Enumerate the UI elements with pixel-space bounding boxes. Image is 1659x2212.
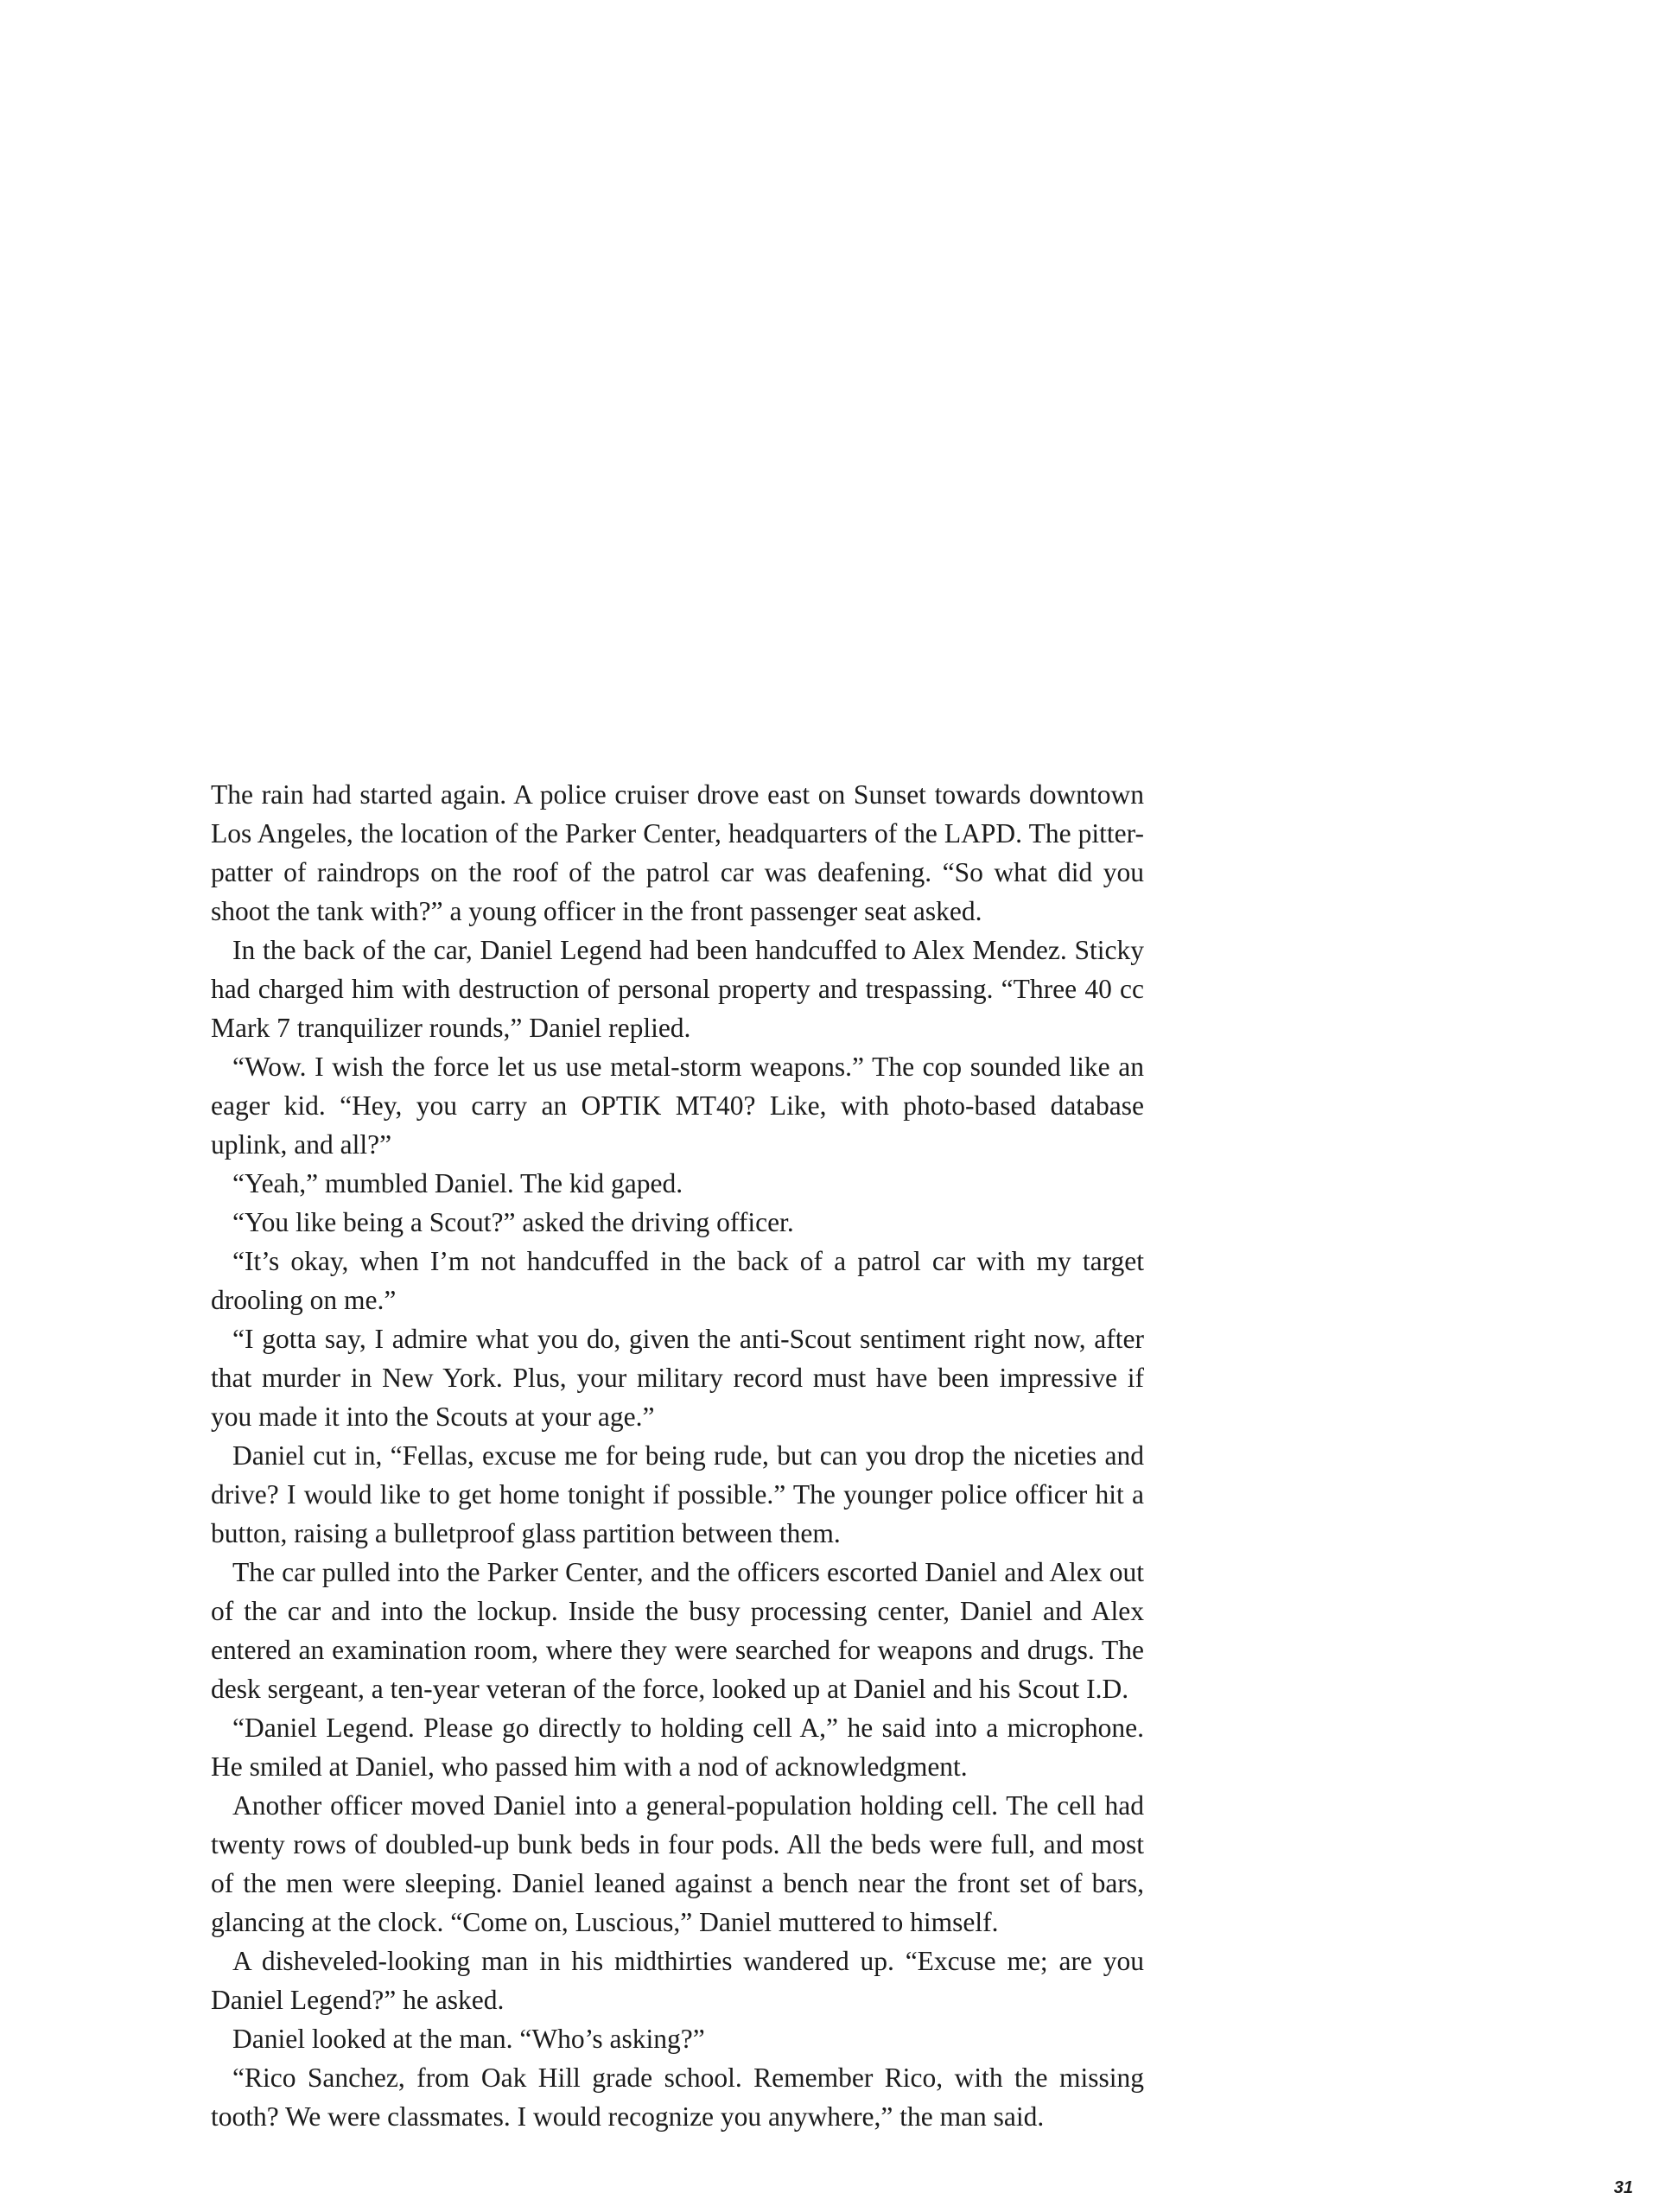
paragraph: The car pulled into the Parker Center, and the officers escorted Daniel and Alex out of the car and into the lockup. Inside the busy processing center, Daniel and Alex entered an examination room, where they were searched for weapons and drugs. The desk sergeant, a ten-year veteran of the force, looked up at Daniel and his Scout I.D. [211, 1557, 1144, 1704]
paragraph: “Yeah,” mumbled Daniel. The kid gaped. [232, 1168, 683, 1198]
paragraph: Daniel looked at the man. “Who’s asking?” [232, 2024, 705, 2054]
paragraph: “Daniel Legend. Please go directly to holding cell A,” he said into a microphone. He smiled at Daniel, who passed him with a nod of acknowledgment. [211, 1713, 1144, 1782]
paragraph: Daniel cut in, “Fellas, excuse me for being rude, but can you drop the niceties and drive? I would like to get home tonight if possible.” The younger police officer hit a button, raising a bulletproof glass partition between them. [211, 1440, 1144, 1548]
paragraph: The rain had started again. A police cruiser drove east on Sunset towards downtown Los Angeles, the location of the Parker Center, headquarters of the LAPD. The pitter-patter of raindrops on the roof of the patrol car was deafening. “So what did you shoot the tank with?” a young officer in the front passenger seat asked. [211, 779, 1144, 926]
page-number: 31 [1613, 2178, 1633, 2197]
paragraph: In the back of the car, Daniel Legend had been handcuffed to Alex Mendez. Sticky had charged him with destruction of personal property and trespassing. “Three 40 cc Mark 7 tranquilizer rounds,” Daniel replied. [211, 935, 1144, 1043]
paragraph: “Rico Sanchez, from Oak Hill grade school. Remember Rico, with the missing tooth? We were classmates. I would recognize you anywhere,” the man said. [211, 2063, 1144, 2132]
paragraph: “Wow. I wish the force let us use metal-storm weapons.” The cop sounded like an eager kid. “Hey, you carry an OPTIK MT40? Like, with photo-based database uplink, and all?” [211, 1052, 1144, 1160]
paragraph: A disheveled-looking man in his midthirties wandered up. “Excuse me; are you Daniel Legend?” he asked. [211, 1946, 1144, 2015]
paragraph: “I gotta say, I admire what you do, given the anti-Scout sentiment right now, after that murder in New York. Plus, your military record must have been impressive if you made it into the Scouts at your age.” [211, 1324, 1144, 1432]
paragraph: Another officer moved Daniel into a general-population holding cell. The cell had twenty rows of doubled-up bunk beds in four pods. All the beds were full, and most of the men were sleeping. Daniel leaned against a bench near the front set of bars, glancing at the clock. “Come on, Luscious,” Daniel muttered to himself. [211, 1790, 1144, 1937]
paragraph: “It’s okay, when I’m not handcuffed in the back of a patrol car with my target drooling on me.” [211, 1246, 1144, 1315]
paragraph: “You like being a Scout?” asked the driving officer. [232, 1207, 794, 1237]
body-text [211, 775, 1144, 2136]
